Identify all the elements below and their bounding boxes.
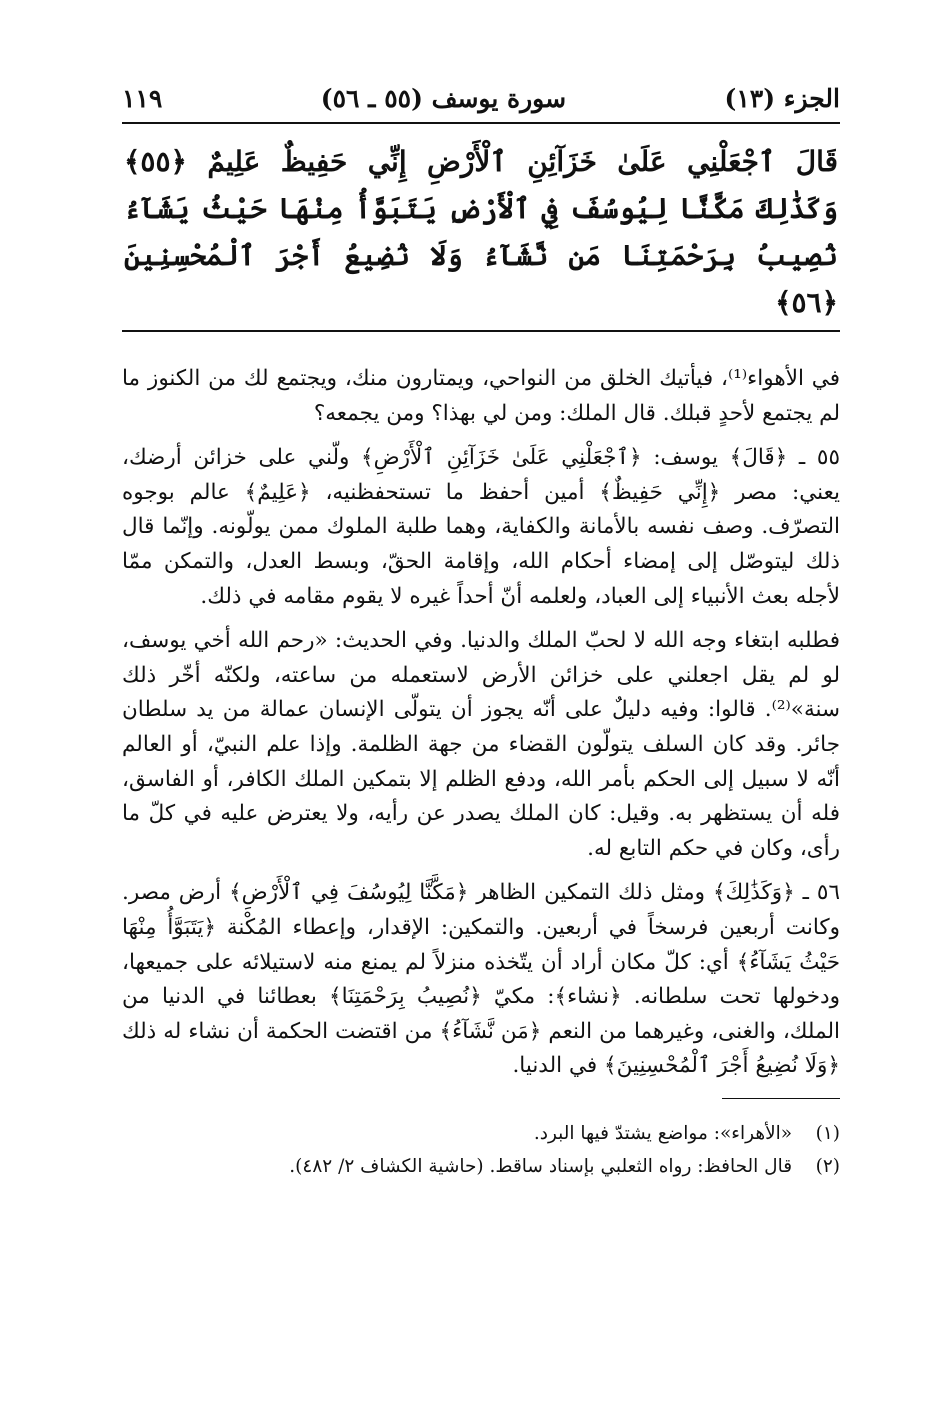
footnote-text: «الأهراء»: مواضع يشتدّ فيها البرد.	[533, 1122, 793, 1144]
paragraph: ٥٦ ـ ﴿وَكَذَٰلِكَ﴾ ومثل ذلك التمكين الظاهر ﴿مَكَّنَّا لِيُوسُفَ فِي ٱلْأَرْضِ﴾ أرض مصر. وكانت أربعين فرسخاً في أربعين. والتمكين: الإقدار، وإعطاء المُكْنة ﴿يَتَبَوَّأُ مِنْهَا حَيْثُ يَشَآءُ﴾ أي: كلّ مكان أراد أن يتّخذه منزلاً لم يمنع منه لاستيلائه على جميعها، ودخولها تحت سلطانه. ﴿نشاء﴾: مكيّ ﴿نُصِيبُ بِرَحْمَتِنَا﴾ بعطائنا في الدنيا من الملك، والغنى، وغيرهما من النعم ﴿مَن نَّشَآءُ﴾ من اقتضت الحكمة أن نشاء له ذلك ﴿وَلَا نُضِيعُ أَجْرَ ٱلْمُحْسِنِينَ﴾ في الدنيا.	[122, 880, 840, 1079]
footnote	[122, 1117, 840, 1150]
page-number: ١١٩	[122, 84, 163, 113]
surah-title: سورة يوسف (٥٥ ـ ٥٦)	[320, 84, 567, 113]
quran-rule	[122, 330, 840, 332]
footnote-number: (١)	[815, 1122, 840, 1144]
paragraph: ٥٥ ـ ﴿قَالَ﴾ يوسف: ﴿ٱجْعَلْنِي عَلَىٰ خَزَآئِنِ ٱلْأَرْضِ﴾ ولّني على خزائن أرضك، يعني: مصر ﴿إِنِّي حَفِيظٌ﴾ أمين أحفظ ما تستحفظنيه، ﴿عَلِيمٌ﴾ عالم بوجوه التصرّف. وصف نفسه بالأمانة والكفاية، وهما طلبة الملوك ممن يولّونه. وإنّما قال ذلك ليتوصّل إلى إمضاء أحكام الله، وإقامة الحقّ، وبسط العدل، والتمكن ممّا لأجله بعث الأنبياء إلى العباد، ولعلمه أنّ أحداً غيره لا يقوم مقامه في ذلك.	[122, 445, 840, 609]
header-rule	[122, 122, 840, 124]
footnote-text: قال الحافظ: رواه الثعلبي بإسناد ساقط. (حاشية الكشاف ٢/ ٤٨٢).	[289, 1155, 793, 1177]
paragraph: فطلبه ابتغاء وجه الله لا لحبّ الملك والدنيا. وفي الحديث: «رحم الله أخي يوسف، لو لم يقل اجعلني على خزائن الأرض لاستعمله من ساعته، ولكنّه أخّر ذلك سنة»⁽²⁾. قالوا: وفيه دليلٌ على أنّه يجوز أن يتولّى الإنسان عمالة من يد سلطان جائر. وقد كان السلف يتولّون القضاء من جهة الظلمة. وإذا علم النبيّ، أو العالم أنّه لا سبيل إلى الحكم بأمر الله، ودفع الظلم إلا بتمكين الملك الكافر، أو الفاسق، فله أن يستظهر به. وقيل: كان الملك يصدر عن رأيه، ولا يعترض عليه في كلّ ما رأى، وكان في حكم التابع له.	[122, 628, 840, 861]
page-header	[122, 78, 840, 120]
commentary-body	[122, 362, 840, 1084]
footnote	[122, 1150, 840, 1183]
footnotes	[122, 1117, 840, 1183]
quran-verses: قَالَ ٱجْعَلْنِي عَلَىٰ خَزَآئِنِ ٱلْأَرْضِ إِنِّي حَفِيظٌ عَلِيمٌ ﴿٥٥﴾ وَكَذَٰلِكَ مَكَّنَّا لِيُوسُفَ فِي ٱلْأَرْضِ يَتَبَوَّأُ مِنْهَا حَيْثُ يَشَآءُ نُصِيبُ بِرَحْمَتِنَا مَن نَّشَآءُ وَلَا نُضِيعُ أَجْرَ ٱلْمُحْسِنِينَ ﴿٥٦﴾	[124, 145, 838, 319]
book-page	[122, 78, 840, 1183]
paragraph: في الأهواء⁽¹⁾، فيأتيك الخلق من النواحي، ويمتارون منك، ويجتمع لك من الكنوز ما لم يجتمع لأحدٍ قبلك. قال الملك: ومن لي بهذا؟ ومن يجمعه؟	[122, 366, 840, 426]
footnote-rule	[722, 1098, 840, 1099]
footnote-number: (٢)	[815, 1155, 840, 1177]
part-number: الجزء (١٣)	[724, 84, 840, 113]
